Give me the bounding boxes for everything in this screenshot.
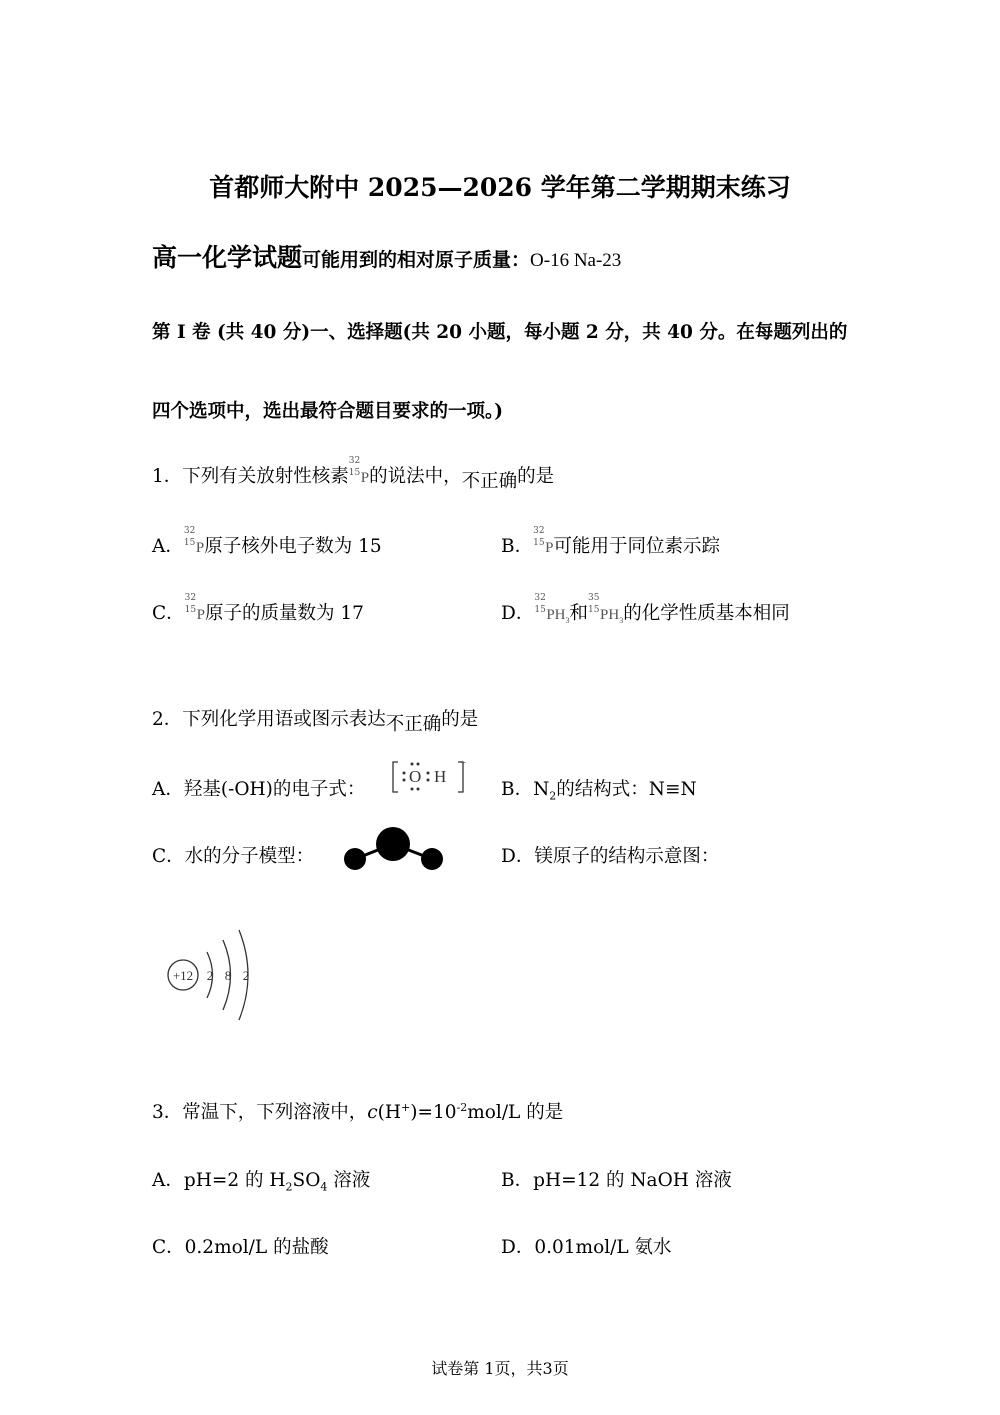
shell-1-electrons: 2	[206, 968, 214, 983]
electron-h: H	[434, 767, 447, 786]
shell-3-electrons: 2	[242, 968, 250, 983]
q3-stem: 3．常温下，下列溶液中，$c(H^+)=10^{-2}mol/L$ 的是	[152, 1100, 564, 1123]
water-molecule-model	[338, 822, 448, 874]
q2-option-c[interactable]: C．水的分子模型：	[152, 846, 315, 867]
q1-option-c[interactable]: C． 32 15 P原子的质量数为 17	[152, 593, 364, 624]
isotope-ph3-32: 32 15 $PH_3$	[534, 593, 570, 625]
q2-negation: 不正确	[385, 714, 442, 735]
q3-option-d[interactable]: D．0.01mol/L 氨水	[501, 1237, 672, 1258]
subject-line	[152, 238, 621, 274]
atomic-mass-label: 可能用到的相对原子质量：	[302, 249, 531, 271]
hydroxyl-electron-formula	[388, 758, 470, 798]
isotope-p32: 32 15 P	[533, 526, 554, 556]
q2-option-b[interactable]: B．$N_2$的结构式：N≡N	[501, 779, 697, 803]
q2-option-a[interactable]: A．羟基(-OH)的电子式：	[152, 779, 366, 800]
q3-option-a[interactable]: A．pH=2 的 $H_2SO_4$ 溶液	[152, 1170, 371, 1194]
q1-stem: 1．下列有关放射性核素 32 15 P的说法中，不正确的是	[152, 456, 555, 492]
isotope-ph3-35: 35 15 $PH_3$	[588, 593, 624, 625]
mg-nucleus: +12	[172, 968, 194, 983]
q1-option-a[interactable]: A． 32 15 P原子核外电子数为 15	[152, 526, 382, 557]
electron-charge: −	[460, 758, 467, 769]
page-title: 首都师大附中 2025—2026 学年第二学期期末练习	[209, 173, 791, 202]
q1-option-b[interactable]: B． 32 15 P可能用于同位素示踪	[501, 526, 720, 557]
q3-option-b[interactable]: B．pH=12 的 NaOH 溶液	[501, 1170, 732, 1191]
magnesium-atom-structure-diagram	[162, 928, 262, 1024]
isotope-p32: 32 15 P	[348, 456, 370, 486]
section-instruction-2: 四个选项中，选出最符合题目要求的一项。)	[152, 401, 504, 422]
q2-stem: 2．下列化学用语或图示表达不正确的是	[152, 709, 479, 735]
q2-option-d[interactable]: D．镁原子的结构示意图：	[501, 846, 720, 867]
q1-negation: 不正确	[461, 471, 518, 492]
electron-o: O	[409, 767, 422, 786]
shell-2-electrons: 8	[224, 968, 232, 983]
q1-option-d[interactable]: D． 32 15 $PH_3$和 35 15 $PH_3$的化学性质基本相同	[501, 593, 790, 625]
q3-option-c[interactable]: C．0.2mol/L 的盐酸	[152, 1237, 329, 1258]
isotope-p32: 32 15 P	[183, 526, 205, 556]
section-instruction-1: 第 I 卷 (共 40 分)一、选择题(共 20 小题，每小题 2 分，共 40 分。在每题列出的	[152, 322, 848, 343]
atomic-mass-values: O-16 Na-23	[530, 250, 622, 271]
page-footer: 试卷第 1页，共3页	[431, 1359, 569, 1378]
subject-title: 高一化学试题	[152, 243, 303, 272]
isotope-p32: 32 15 P	[184, 593, 205, 623]
